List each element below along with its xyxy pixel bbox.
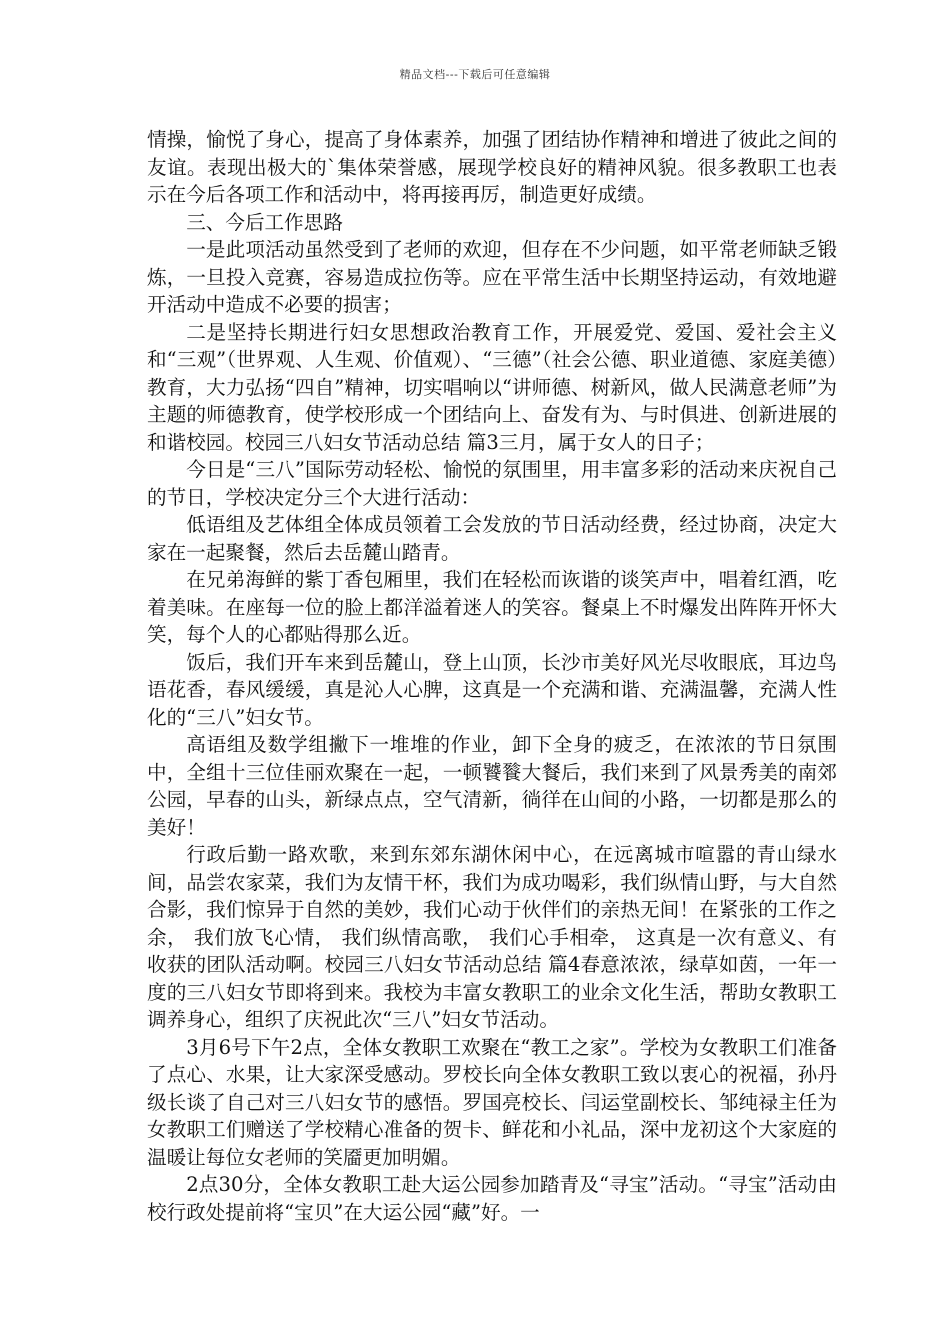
page-header: 精品文档---下载后可任意编辑 xyxy=(399,68,551,81)
paragraph: 高语组及数学组撇下一堆堆的作业，卸下全身的疲乏，在浓浓的节日氛围中，全组十三位佳丽欢聚在一起，一顿饕餮大餐后，我们来到了风景秀美的南郊公园，早春的山头，新绿点点，空气清新，徜徉在山间的小路，一切都是那么的美好！ xyxy=(147,733,837,839)
paragraph: 2点30分，全体女教职工赴大运公园参加踏青及“寻宝”活动。“寻宝”活动由校行政处提前将“宝贝”在大运公园“藏”好。一 xyxy=(147,1173,837,1224)
paragraph: 一是此项活动虽然受到了老师的欢迎，但存在不少问题，如平常老师缺乏锻炼，一旦投入竞赛，容易造成拉伤等。应在平常生活中长期坚持运动，有效地避开活动中造成不必要的损害； xyxy=(147,238,837,316)
paragraph: 低语组及艺体组全体成员领着工会发放的节日活动经费，经过协商，决定大家在一起聚餐，然后去岳麓山踏青。 xyxy=(147,513,837,564)
paragraph: 今日是“三八”国际劳动轻松、愉悦的氛围里，用丰富多彩的活动来庆祝自己的节日，学校决定分三个大进行活动： xyxy=(147,458,837,509)
section-heading: 三、今后工作思路 xyxy=(186,210,343,234)
paragraph: 行政后勤一路欢歌，来到东郊东湖休闲中心，在远离城市喧嚣的青山绿水间，品尝农家菜，我们为友情干杯，我们为成功喝彩，我们纵情山野，与大自然合影，我们惊异于自然的美妙，我们心动于伙伴们的亲热无间！在紧张的工作之余， 我们放飞心情， 我们纵情高歌， 我们心手相牵， 这真是一次有意义、有收获的团队活动啊。校园三八妇女节活动总结 篇4春意浓浓，绿草如茵，一年一度的三八妇女节即将到来。我校为丰富女教职工的业余文化生活，帮助女教职工调养身心，组织了庆祝此次“三八”妇女节活动。 xyxy=(147,843,837,1031)
paragraph: 饭后，我们开车来到岳麓山，登上山顶，长沙市美好风光尽收眼底，耳边鸟语花香，春风缓缓，真是沁人心脾，这真是一个充满和谐、充满温馨，充满人性化的“三八”妇女节。 xyxy=(147,650,837,729)
paragraph: 二是坚持长期进行妇女思想政治教育工作，开展爱党、爱国、爱社会主义和“三观”（世界观、人生观、价值观）、“三德”（社会公德、职业道德、家庭美德）教育，大力弘扬“四自”精神，切实唱响以“讲师德、树新风，做人民满意老师”为主题的师德教育，使学校形成一个团结向上、奋发有为、与时俱进、创新进展的和谐校园。校园三八妇女节活动总结 篇3三月，属于女人的日子； xyxy=(147,320,837,454)
paragraph: 3月6号下午2点，全体女教职工欢聚在“教工之家”。学校为女教职工们准备了点心、水果，让大家深受感动。罗校长向全体女教职工致以衷心的祝福，孙丹级长谈了自己对三八妇女节的感悟。罗国亮校长、闫运堂副校长、邹纯禄主任为女教职工们赠送了学校精心准备的贺卡、鲜花和小礼品，深中龙初这个大家庭的温暖让每位女老师的笑靥更加明媚。 xyxy=(147,1035,837,1169)
document-body xyxy=(147,126,837,1226)
paragraph: 在兄弟海鲜的紫丁香包厢里，我们在轻松而诙谐的谈笑声中，唱着红酒，吃着美味。在座每一位的脸上都洋溢着迷人的笑容。餐桌上不时爆发出阵阵开怀大笑，每个人的心都贴得那么近。 xyxy=(147,568,837,646)
paragraph: 情操，愉悦了身心，提高了身体素养，加强了团结协作精神和增进了彼此之间的友谊。表现出极大的`集体荣誉感，展现学校良好的精神风貌。很多教职工也表示在今后各项工作和活动中，将再接再厉，制造更好成绩。 xyxy=(147,128,837,206)
